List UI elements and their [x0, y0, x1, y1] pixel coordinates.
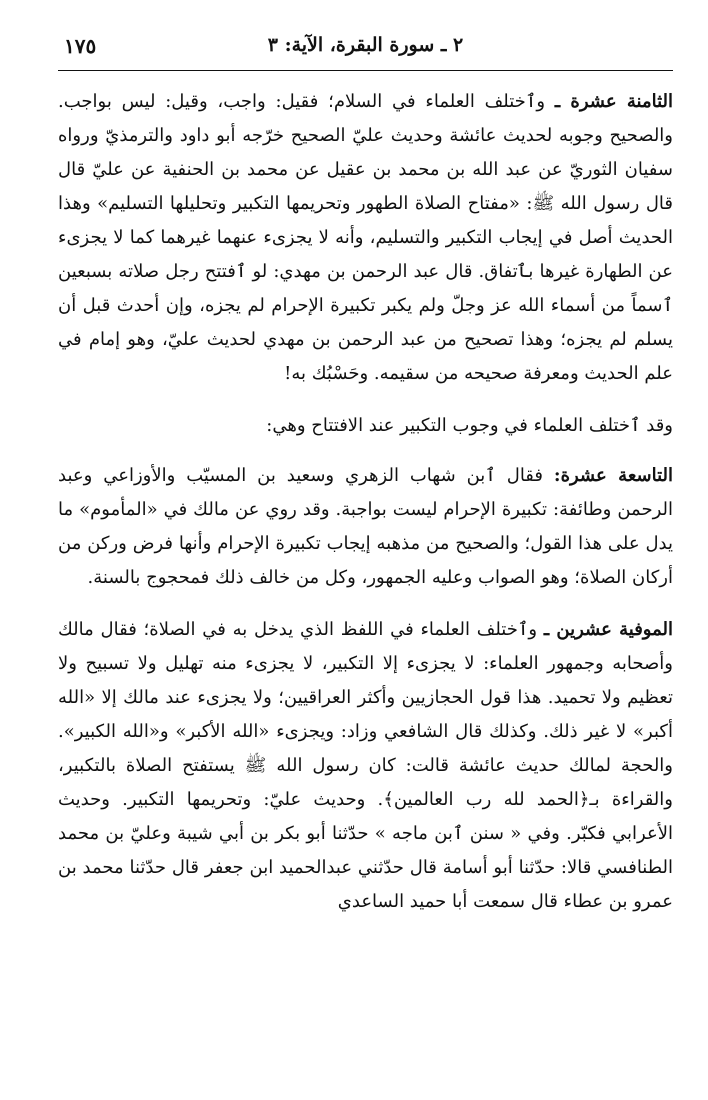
paragraph-eighteenth	[58, 85, 673, 391]
paragraph-nineteenth	[58, 459, 673, 595]
paragraph-body: وٱختلف العلماء في السلام؛ فقيل: واجب، وقيل: ليس بواجب. والصحيح وجوبه لحديث عائشة وحديث عليّ الصحيح خرّجه أبو داود والترمذيّ ورواه سفيان الثوريّ عن عبد الله بن محمد بن عقيل عن محمد بن الحنفية عن عليّ قال قال رسول الله ﷺ: «مفتاح الصلاة الطهور وتحريمها التكبير وتحليلها التسليم» وهذا الحديث أصل في إيجاب التكبير والتسليم، وأنه لا يجزىء عنهما غيرهما كما لا يجزىء عن الطهارة غيرها بٱتفاق. قال عبد الرحمن بن مهدي: لو ٱفتتح رجل صلاته بسبعين ٱسماً من أسماء الله عز وجلّ ولم يكبر تكبيرة الإحرام لم يجزه، وإن أحدث قبل أن يسلم لم يجزه؛ وهذا تصحيح من عبد الرحمن بن مهدي لحديث عليّ، وهو إمام في علم الحديث ومعرفة صحيحه من سقيمه. وحَسْبُك به!	[58, 91, 673, 384]
paragraph-body: فقال ٱبن شهاب الزهري وسعيد بن المسيّب والأوزاعي وعبد الرحمن وطائفة: تكبيرة الإحرام ليست بواجبة. وقد روي عن مالك في «المأموم» ما يدل على هذا القول؛ والصحيح من مذهبه إيجاب تكبيرة الإحرام وأنها فرض وركن من أركان الصلاة؛ وهو الصواب وعليه الجمهور، وكل من خالف ذلك فمحجوج بالسنة.	[58, 465, 673, 588]
paragraph-twentieth	[58, 613, 673, 919]
paragraph-lead: التاسعة عشرة:	[553, 465, 673, 486]
page-number: ١٧٥	[64, 34, 97, 58]
body-text	[58, 85, 673, 919]
running-title: ٢ ـ سورة البقرة، الآية: ٣	[267, 34, 464, 56]
paragraph-lead: الثامنة عشرة ـ	[554, 91, 673, 112]
paragraph-body: وٱختلف العلماء في اللفظ الذي يدخل به في الصلاة؛ فقال مالك وأصحابه وجمهور العلماء: لا يجزىء إلا التكبير، لا يجزىء منه تهليل ولا تسبيح ولا تعظيم ولا تحميد. هذا قول الحجازيين وأكثر العراقيين؛ ولا يجزىء عند مالك إلا «الله أكبر» لا غير ذلك. وكذلك قال الشافعي وزاد: ويجزىء «الله الأكبر» و«الله الكبير». والحجة لمالك حديث عائشة قالت: كان رسول الله ﷺ يستفتح الصلاة بالتكبير، والقراءة بـ﴿الحمد لله رب العالمين﴾. وحديث عليّ: وتحريمها التكبير. وحديث الأعرابي فكبّر. وفي « سنن ٱبن ماجه » حدّثنا أبو بكر بن أبي شيبة وعليّ بن محمد الطنافسي قالا: حدّثنا أبو أسامة قال حدّثني عبدالحميد ابن جعفر قال حدّثنا محمد بن عمرو بن عطاء قال سمعت أبا حميد الساعدي	[58, 619, 673, 912]
paragraph-disagreement-intro	[58, 409, 673, 443]
paragraph-lead: الموفية عشرين ـ	[543, 619, 673, 640]
page-header	[58, 26, 673, 71]
book-page	[58, 26, 673, 937]
paragraph-body: وقد ٱختلف العلماء في وجوب التكبير عند الافتتاح وهي:	[266, 415, 673, 436]
